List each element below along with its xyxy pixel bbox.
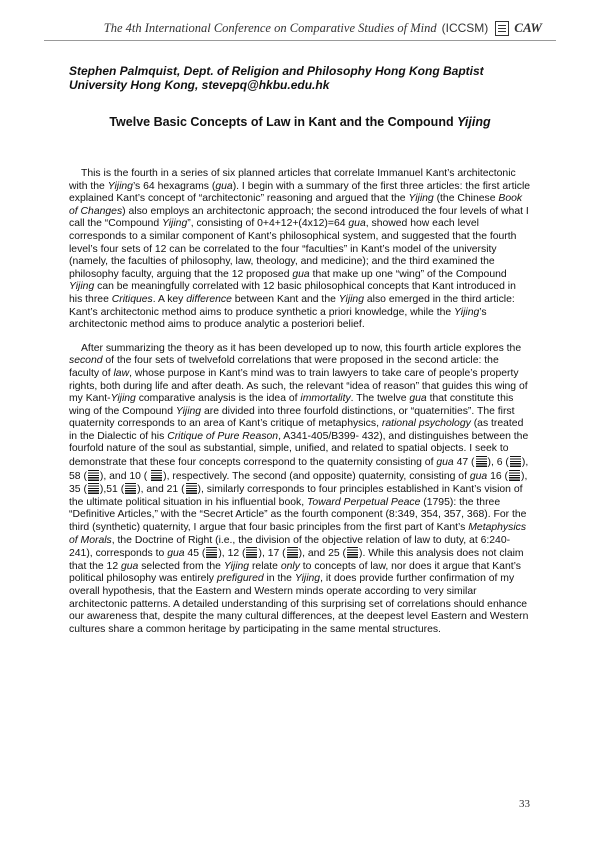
text: . The twelve — [350, 393, 410, 405]
text: ), respectively. The second (and opposite) quaternity, consisting of — [163, 470, 470, 482]
text: ), and 25 ( — [298, 548, 346, 560]
text: ), similarly corresponds to four principles established in Kant’s vision of the ultimate political situation in his influential book, — [69, 484, 523, 508]
italic-text: Yijing — [223, 560, 250, 572]
italic-text: Yijing — [175, 405, 202, 417]
italic-text: gua — [167, 548, 185, 560]
italic-text: Yijing — [110, 393, 136, 405]
text: This is the fourth in a series of six planned articles that correlate Immanuel Kant’s architectonic with the — [69, 168, 516, 192]
text: also emerged in the third article: Kant’s architectonic method aims to produce synthetic a priori knowledge, while the — [69, 293, 515, 318]
conference-abbr: (ICCSM) — [441, 21, 489, 35]
text: ), and 10 ( — [99, 470, 151, 482]
italic-text: only — [280, 560, 300, 572]
text: ”, consisting of 0+4+12+(4x12)=64 — [187, 218, 349, 230]
text: , the Doctrine of Right (i.e., the division of the objective relation of law to duty, at 6:240-241), corresponds to — [69, 534, 511, 560]
paper-title — [60, 115, 540, 129]
text: ), 17 ( — [258, 548, 286, 560]
text: 16 ( — [487, 470, 508, 482]
italic-text: Yijing — [338, 293, 364, 305]
hexagram-icon — [151, 470, 162, 481]
text: that constitute this wing of the Compound — [69, 393, 514, 417]
italic-text: immortality — [300, 393, 351, 405]
italic-text: gua — [409, 393, 427, 405]
italic-text: gua — [469, 470, 488, 482]
caw-logo: CAW — [514, 20, 542, 35]
hexagram-icon — [88, 483, 99, 494]
text: 45 ( — [184, 548, 206, 560]
italic-text: gua — [292, 268, 310, 280]
italic-text: prefigured — [216, 573, 264, 585]
italic-text: difference — [186, 293, 232, 305]
text: ), 35 ( — [69, 470, 528, 496]
text: in the — [263, 573, 295, 585]
text: , whose purpose in Kant’s mind was to train lawyers to take care of people’s property rights, both during life and after death. As such, the relevant “idea of reason” that guides this wing of my Kant- — [69, 367, 528, 405]
text: ’s architectonic method aims to produce analytic a posteriori belief. — [69, 306, 487, 331]
italic-text: Yijing — [107, 180, 133, 192]
text: 47 ( — [453, 457, 475, 469]
italic-text: gua — [348, 218, 366, 230]
text: ) also employs an architectonic approach; the second introduced the four levels of what I call the “Compound — [69, 205, 529, 230]
text: to concepts of law, nor does it argue that Kant’s political philosophy was entirely — [69, 560, 521, 585]
text: can be meaningfully correlated with 12 basic philosophical concepts that Kant introduced in his three — [69, 281, 516, 305]
title-italic: Yijing — [457, 115, 491, 129]
hexagram-icon — [287, 547, 298, 558]
text: . A key — [152, 293, 187, 305]
author-line: Stephen Palmquist, Dept. of Religion and Philosophy Hong Kong Baptist University Hong Kong, stevepq@hkbu.edu.hk — [69, 64, 484, 92]
hexagram-icon — [125, 483, 136, 494]
paragraph-1 — [69, 168, 531, 332]
italic-text: Yijing — [294, 573, 321, 585]
italic-text: gua — [121, 560, 139, 572]
title-main: Twelve Basic Concepts of Law in Kant and the Compound — [109, 115, 458, 129]
hexagram-icon — [206, 547, 217, 558]
text: , it does provide further confirmation of my overall hypothesis, that the Eastern and Western minds operate according to very similar architectonic patterns. A detailed understanding of this surprising set of correlations should enhance our awareness that, despite the many cultural differences, at the deepest level Eastern and Western cultures share a common heritage by participating in the same mental structures. — [69, 573, 529, 635]
italic-text: law — [113, 367, 130, 379]
italic-text: Toward Perpetual Peace — [306, 496, 421, 508]
text: are divided into three fourfold distinctions, or “quaternities”. The first quaternity corresponds to an area of Kant’s critique of metaphysics, — [69, 405, 515, 430]
hexagram-icon — [509, 470, 520, 481]
abstract-body — [69, 168, 531, 647]
text: (the Chinese — [433, 193, 499, 205]
italic-text: Metaphysics of Morals — [69, 522, 527, 546]
header-rule — [44, 40, 556, 41]
italic-text: Yijing — [454, 306, 480, 318]
hexagram-icon — [510, 456, 521, 467]
hexagram-icon — [88, 470, 99, 481]
paragraph-2 — [69, 343, 531, 637]
text: of the four sets of twelvefold correlations that were proposed in the second article: the faculty of — [69, 355, 499, 379]
hexagram-icon — [186, 483, 197, 494]
page-number: 33 — [519, 798, 530, 810]
italic-text: Yijing — [69, 281, 95, 293]
text: selected from the — [138, 560, 224, 572]
running-header — [104, 20, 542, 36]
italic-text: Critiques — [111, 293, 153, 305]
text: ). While this analysis does not claim that the 12 — [69, 548, 524, 572]
italic-text: Yijing — [162, 218, 188, 230]
text: (as treated in the Dialectic of his — [69, 418, 524, 442]
text: ). I begin with a summary of the first three articles: the first article explained Kant’s concept of “architectonic” reasoning and argued that the — [69, 180, 531, 205]
text: comparative analysis is the idea of — [135, 393, 301, 405]
text: ’s 64 hexagrams ( — [132, 180, 216, 192]
hexagram-icon — [347, 547, 358, 558]
text: that make up one “wing” of the Compound — [309, 268, 507, 280]
italic-text: Book of Changes — [69, 193, 523, 217]
text: , A341-405/B399- 432), and distinguishes between the fourfold nature of the soul as substantial, simple, unified, and related to spatial objects. I seek to demonstrate that these four concepts correspond to the quaternity consisting of — [69, 430, 529, 469]
hexagram-icon — [246, 547, 257, 558]
text: ), 12 ( — [218, 548, 246, 560]
italic-text: Yijing — [408, 193, 434, 205]
italic-text: gua — [436, 457, 454, 469]
text: ), and 21 ( — [137, 484, 185, 496]
hexagram-icon — [476, 456, 487, 467]
text: between Kant and the — [231, 293, 339, 305]
text: ), 6 ( — [487, 457, 509, 469]
text: , showed how each level corresponds to a similar component of Kant’s philosophical system, and suggested that the fourth level’s four sets of 12 can be correlated to the four “faculties” in Kant’s model of the university (namely, the faculties of philosophy, law, theology, and medicine); and the third examined the philosophy faculty, arguing that the 12 proposed — [69, 218, 517, 280]
text: After summarizing the theory as it has been developed up to now, this fourth article explores the — [81, 342, 522, 354]
italic-text: gua — [215, 180, 233, 192]
hexagram-logo-icon — [495, 21, 509, 36]
text: ), 58 ( — [69, 457, 529, 482]
conference-name: The 4th International Conference on Comparative Studies of Mind — [103, 20, 437, 35]
text: relate — [249, 560, 281, 572]
text: (1795): the three “Definitive Articles,” with the “Secret Article” as the fourth component (8:349, 354, 357, 368). For the third (synthetic) quaternity, I argue that four basic principles from the first part of Kant’s — [69, 496, 527, 534]
italic-text: Critique of Pure Reason — [167, 430, 279, 442]
text: ),51 ( — [99, 484, 125, 496]
italic-text: second — [69, 355, 103, 367]
italic-text: rational psychology — [381, 418, 471, 430]
